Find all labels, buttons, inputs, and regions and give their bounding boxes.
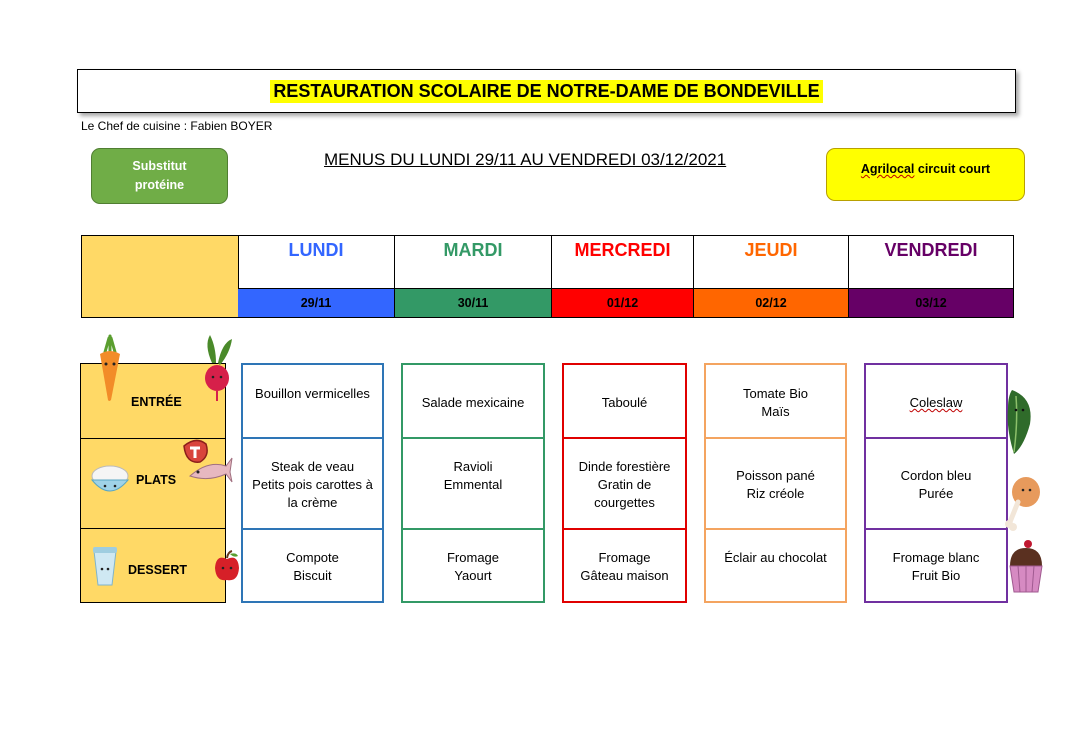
category-dessert: DESSERT <box>128 563 188 577</box>
day-name-mardi: MARDI <box>395 236 552 288</box>
agrilocal-word: Agrilocal <box>860 162 915 176</box>
menu-jeudi-dessert: Éclair au chocolat <box>724 550 827 565</box>
menus-period-title: MENUS DU LUNDI 29/11 AU VENDREDI 03/12/2021 <box>324 150 727 169</box>
menu-mercredi-plats: Dinde forestière Gratin de courgettes <box>578 459 671 510</box>
menu-jeudi-entree: Tomate Bio Maïs <box>742 386 809 419</box>
menu-mardi-plats: Ravioli Emmental <box>443 459 503 492</box>
carrot-icon <box>95 334 125 404</box>
category-divider <box>81 528 225 529</box>
radish-icon <box>200 333 236 403</box>
substitut-line-2: protéine <box>134 178 185 192</box>
menu-column-vendredi <box>864 363 1008 603</box>
menu-column-lundi <box>241 363 384 603</box>
agrilocal-badge <box>826 148 1025 201</box>
chicken-leg-icon <box>1004 474 1042 532</box>
menu-vendredi-entree: Coleslaw <box>909 395 963 410</box>
day-name-lundi: LUNDI <box>238 236 395 288</box>
category-entree: ENTRÉE <box>131 395 182 409</box>
day-date-mardi: 30/11 <box>395 288 552 317</box>
substitut-proteine-badge <box>91 148 228 204</box>
menu-mercredi-entree: Taboulé <box>601 395 648 410</box>
menu-mercredi-dessert: Fromage Gâteau maison <box>580 550 669 583</box>
day-name-jeudi: JEUDI <box>694 236 849 288</box>
day-name-vendredi: VENDREDI <box>884 240 978 260</box>
title-box <box>77 69 1016 113</box>
day-date-lundi: 29/11 <box>238 288 395 317</box>
menu-lundi-plats: Steak de veau Petits pois carottes à la crème <box>252 459 373 510</box>
menu-column-mardi <box>401 363 545 603</box>
yogurt-icon <box>90 545 120 587</box>
apple-icon <box>212 550 242 584</box>
menu-column-jeudi <box>704 363 847 603</box>
cupcake-icon <box>1006 538 1046 596</box>
menu-vendredi-plats: Cordon bleu Purée <box>900 468 972 501</box>
day-date-mercredi: 01/12 <box>552 288 694 317</box>
menu-mardi-dessert: Fromage Yaourt <box>446 550 500 583</box>
page-title: RESTAURATION SCOLAIRE DE NOTRE-DAME DE BONDEVILLE <box>270 80 822 103</box>
menu-lundi-dessert: Compote Biscuit <box>286 550 339 583</box>
agrilocal-rest: circuit court <box>914 162 991 176</box>
rice-icon <box>88 462 132 498</box>
menu-mardi-entree: Salade mexicaine <box>421 395 525 410</box>
menu-jeudi-plats: Poisson pané Riz créole <box>736 468 815 501</box>
days-header-table <box>81 235 1014 318</box>
day-date-vendredi: 03/12 <box>849 288 1013 317</box>
spinach-icon <box>1004 388 1034 456</box>
fish-icon <box>186 452 234 488</box>
menu-column-mercredi <box>562 363 687 603</box>
category-plats: PLATS <box>136 473 177 487</box>
day-date-jeudi: 02/12 <box>694 288 849 317</box>
menu-vendredi-dessert: Fromage blanc Fruit Bio <box>892 550 980 583</box>
chef-name: Le Chef de cuisine : Fabien BOYER <box>81 119 273 133</box>
days-corner-cell <box>82 236 239 317</box>
day-name-mercredi: MERCREDI <box>552 236 694 288</box>
menu-lundi-entree: Bouillon vermicelles <box>255 386 370 401</box>
substitut-line-1: Substitut <box>132 159 187 173</box>
